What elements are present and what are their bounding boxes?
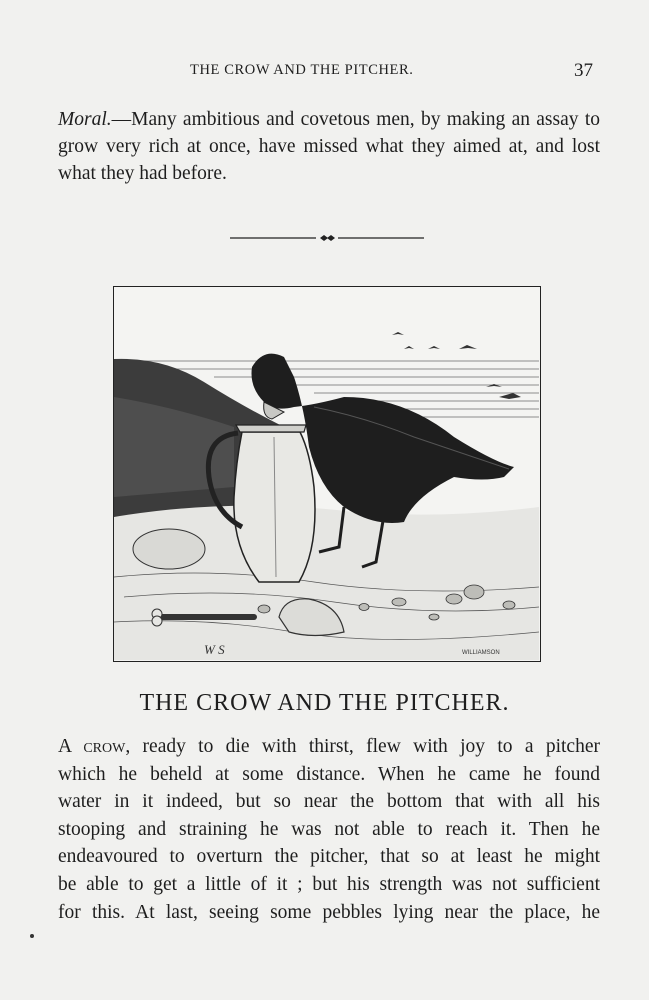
story-line: water in it indeed, but so near the bottom that with all his [58, 791, 600, 813]
ink-speck [30, 934, 34, 938]
moral-paragraph [58, 106, 600, 187]
story-first-word: A crow, [58, 736, 131, 757]
story-line: A crow, ready to die with thirst, flew with joy to a pitcher [58, 736, 600, 757]
crow-and-pitcher-engraving [113, 286, 541, 662]
story-line: for this. At last, seeing some pebbles lying near the place, he [58, 901, 600, 923]
story-line: stooping and straining he was not able to reach it. Then he [58, 818, 600, 840]
story-line: endeavoured to overturn the pitcher, that so at least he might [58, 846, 600, 868]
artist-signature: W S [204, 642, 225, 657]
moral-text: —Many ambitious and covetous men, by making an assay to grow very rich at once, have missed what they aimed at, and lost what they had before. [58, 109, 600, 184]
engraver-credit: WILLIAMSON [462, 650, 500, 656]
story-line: which he beheld at some distance. When he came he found [58, 763, 600, 785]
story-line: be able to get a little of it ; but his strength was not sufficient [58, 873, 600, 895]
story-text [58, 733, 600, 926]
page-number: 37 [574, 60, 593, 81]
running-title: THE CROW AND THE PITCHER. [190, 62, 414, 78]
story-title: THE CROW AND THE PITCHER. [139, 690, 510, 716]
section-divider [230, 232, 424, 244]
engraving-drawing [114, 287, 539, 660]
moral-label: Moral. [58, 109, 112, 130]
